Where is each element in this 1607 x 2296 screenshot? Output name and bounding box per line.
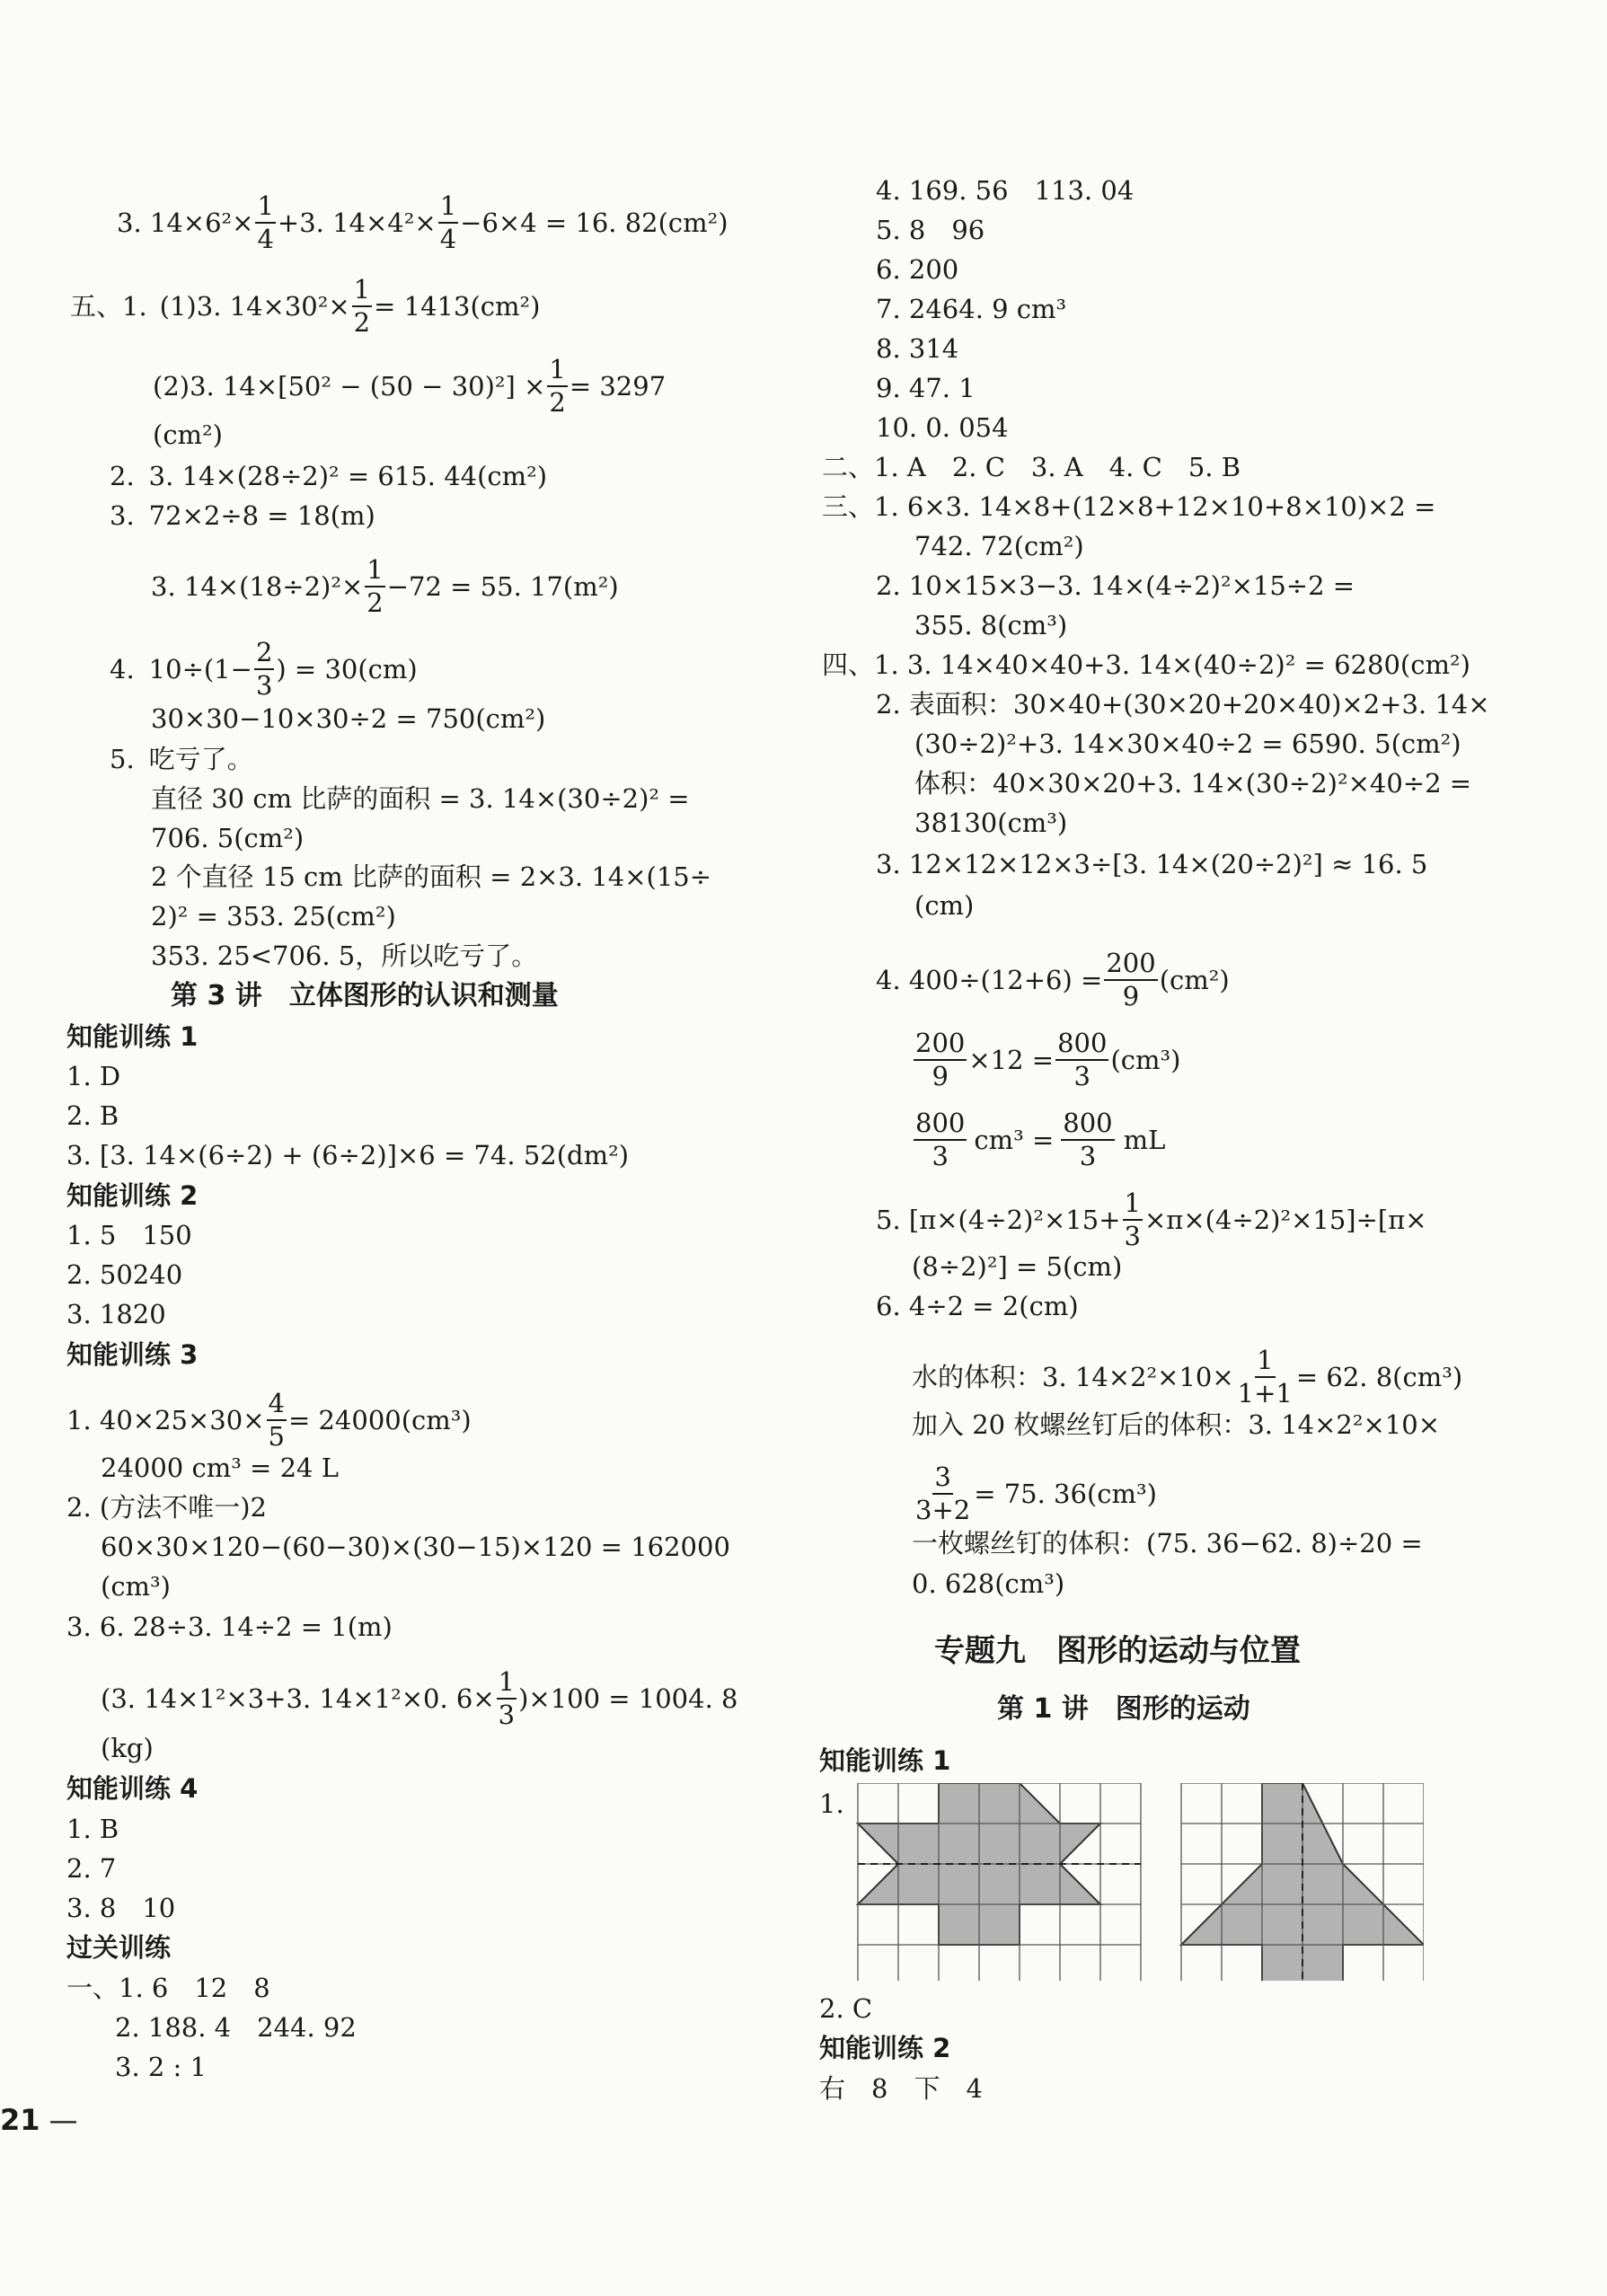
answer-line: 四、1. 3. 14×40×40+3. 14×(40÷2)² = 6280(cm²) bbox=[822, 649, 1470, 680]
answer-line: 9. 47. 1 bbox=[876, 373, 976, 403]
grid-figure-left bbox=[858, 1783, 1141, 1981]
lecture-title: 第 3 讲 立体图形的认识和测量 bbox=[171, 980, 559, 1011]
answer-line: 1. D bbox=[66, 1061, 121, 1091]
answer-line: 一、1. 6 12 8 bbox=[66, 1973, 270, 2003]
answer-line: 2. C bbox=[819, 1993, 873, 2024]
answer-line: (8÷2)²] = 5(cm) bbox=[912, 1251, 1123, 1282]
expr-text: 10÷(1− bbox=[148, 654, 252, 684]
fraction: $\frac{1}{2}$ bbox=[549, 354, 566, 418]
page-number-value: 21 bbox=[0, 2103, 40, 2137]
answer-line bbox=[151, 554, 619, 618]
answer-line: 3. 1820 bbox=[66, 1299, 166, 1329]
answer-line: 1. B bbox=[66, 1814, 119, 1844]
answer-line: 3. [3. 14×(6÷2) + (6÷2)]×6 = 74. 52(dm²) bbox=[66, 1140, 630, 1170]
answer-line: 2. 10×15×3−3. 14×(4÷2)²×15÷2 = bbox=[876, 570, 1355, 601]
expr-text: = 62. 8(cm³) bbox=[1295, 1362, 1463, 1392]
answer-line: 2. 表面积：30×40+(30×20+20×40)×2+3. 14× bbox=[876, 689, 1490, 720]
expr-text: (3. 14×1²×3+3. 14×1²×0. 6× bbox=[101, 1683, 495, 1714]
lecture-title: 第 1 讲 图形的运动 bbox=[997, 1693, 1250, 1725]
answer-line bbox=[876, 950, 1230, 1010]
answer-line: 7. 2464. 9 cm³ bbox=[876, 294, 1067, 324]
answer-line: 3. 8 10 bbox=[66, 1893, 176, 1923]
expr-text: 72×2÷8 = 18(m) bbox=[148, 500, 375, 531]
answer-line: 30×30−10×30÷2 = 750(cm²) bbox=[151, 703, 546, 734]
answer-line: 一枚螺丝钉的体积：(75. 36−62. 8)÷20 = bbox=[912, 1528, 1423, 1559]
fraction: $\frac{800}{3}$ bbox=[1057, 1028, 1108, 1091]
expr-text: ) = 30(cm) bbox=[276, 654, 418, 684]
item-number: 2. bbox=[110, 461, 135, 491]
answer-line bbox=[110, 743, 253, 775]
grid-figure-right bbox=[1181, 1783, 1424, 1981]
fraction: $\frac{4}{5}$ bbox=[268, 1388, 285, 1452]
expr-text: (2)3. 14×[50² − (50 − 30)²] × bbox=[153, 371, 546, 402]
answer-line: 60×30×120−(60−30)×(30−15)×120 = 162000 bbox=[101, 1532, 730, 1562]
expr-text: 1. 40×25×30× bbox=[66, 1405, 265, 1435]
expr-text: −6×4 = 16. 82(cm²) bbox=[460, 208, 728, 238]
answer-line: 2. 188. 4 244. 92 bbox=[115, 2012, 357, 2043]
answer-line: (cm) bbox=[914, 890, 975, 921]
expr-text: 4. 400÷(12+6) = bbox=[876, 965, 1103, 995]
section-heading: 知能训练 3 bbox=[66, 1339, 199, 1370]
section-heading: 知能训练 2 bbox=[819, 2033, 951, 2063]
answer-line: 706. 5(cm²) bbox=[151, 823, 305, 853]
answer-line: 加入 20 枚螺丝钉后的体积：3. 14×2²×10× bbox=[912, 1409, 1441, 1440]
answer-line bbox=[110, 460, 547, 492]
section-heading: 知能训练 1 bbox=[819, 1745, 951, 1776]
answer-line: 3. 12×12×12×3÷[3. 14×(20÷2)²] ≈ 16. 5 bbox=[876, 849, 1428, 879]
answer-line: (cm³) bbox=[101, 1571, 171, 1602]
expr-text: = 3297 bbox=[569, 371, 667, 402]
fraction: $\frac{200}{9}$ bbox=[915, 1028, 966, 1091]
answer-line bbox=[110, 499, 375, 532]
answer-line: 5. 8 96 bbox=[876, 215, 985, 245]
answer-line bbox=[117, 190, 728, 254]
answer-line: 1. bbox=[819, 1788, 844, 1819]
fraction: $\frac{200}{9}$ bbox=[1106, 948, 1156, 1011]
fraction: $\frac{1}{2}$ bbox=[353, 274, 371, 338]
expr-text: 水的体积：3. 14×2²×10× bbox=[912, 1362, 1234, 1392]
fraction: $\frac{1}{3}$ bbox=[1124, 1188, 1141, 1251]
answer-line: 1. 5 150 bbox=[66, 1220, 192, 1250]
answer-line bbox=[876, 1190, 1427, 1250]
fraction: $\frac{1}{3}$ bbox=[498, 1666, 516, 1730]
answer-line: 355. 8(cm³) bbox=[914, 610, 1068, 640]
fraction: $\frac{1}{1+1}$ bbox=[1237, 1345, 1293, 1409]
answer-line: 二、1. A 2. C 3. A 4. C 5. B bbox=[822, 452, 1241, 482]
expr-text: 吃亏了。 bbox=[148, 744, 253, 774]
item-number: 5. bbox=[110, 744, 135, 774]
expr-text: (cm³) bbox=[1110, 1045, 1181, 1075]
answer-line: 0. 628(cm³) bbox=[912, 1568, 1065, 1599]
expr-text: (1)3. 14×30²× bbox=[159, 291, 350, 322]
expr-text: ×12 = bbox=[968, 1045, 1055, 1075]
answer-line: 直径 30 cm 比萨的面积 = 3. 14×(30÷2)² = bbox=[151, 783, 690, 814]
expr-text: = 24000(cm³) bbox=[287, 1405, 472, 1435]
answer-line: 38130(cm³) bbox=[914, 808, 1068, 838]
expr-text: −72 = 55. 17(m²) bbox=[386, 571, 619, 602]
answer-line: 3. 2 : 1 bbox=[115, 2052, 207, 2082]
section-label: 五、1. bbox=[70, 291, 147, 322]
grid-figures bbox=[849, 1783, 1424, 1981]
section-heading: 过关训练 bbox=[66, 1932, 172, 1963]
answer-line: (30÷2)²+3. 14×30×40÷2 = 6590. 5(cm²) bbox=[914, 729, 1461, 759]
answer-line: 3. 6. 28÷3. 14÷2 = 1(m) bbox=[66, 1612, 393, 1642]
expr-text: = 75. 36(cm³) bbox=[974, 1479, 1157, 1509]
answer-line: 2. (方法不唯一)2 bbox=[66, 1492, 267, 1523]
answer-line: 8. 314 bbox=[876, 333, 959, 364]
answer-line: (kg) bbox=[101, 1733, 154, 1763]
answer-line: 2. B bbox=[66, 1100, 119, 1131]
answer-line bbox=[110, 637, 418, 701]
answer-line: 742. 72(cm²) bbox=[914, 531, 1084, 561]
answer-line: 10. 0. 054 bbox=[876, 412, 1009, 443]
answer-line: (cm²) bbox=[153, 419, 223, 450]
answer-line bbox=[101, 1666, 738, 1730]
answer-line bbox=[912, 1030, 1180, 1090]
answer-line: 右 8 下 4 bbox=[819, 2073, 983, 2104]
answer-line bbox=[912, 1461, 1157, 1525]
answer-line: 2. 50240 bbox=[66, 1259, 183, 1290]
page-number bbox=[0, 2104, 78, 2136]
answer-line: 4. 169. 56 113. 04 bbox=[876, 175, 1135, 206]
answer-line bbox=[912, 1347, 1462, 1407]
fraction: $\frac{800}{3}$ bbox=[1063, 1108, 1113, 1171]
fraction: $\frac{800}{3}$ bbox=[915, 1108, 966, 1171]
fraction: $\frac{1}{2}$ bbox=[366, 554, 384, 618]
expr-text: 3. 14×(18÷2)²× bbox=[151, 571, 364, 602]
expr-text: mL bbox=[1123, 1125, 1166, 1155]
answer-line: 353. 25<706. 5，所以吃亏了。 bbox=[151, 940, 538, 971]
answer-line: 24000 cm³ = 24 L bbox=[101, 1453, 339, 1483]
answer-line: 6. 200 bbox=[876, 254, 959, 285]
answer-line: 2. 7 bbox=[66, 1853, 117, 1884]
answer-line bbox=[153, 354, 667, 418]
fraction: $\frac{2}{3}$ bbox=[255, 637, 273, 701]
answer-line: 2 个直径 15 cm 比萨的面积 = 2×3. 14×(15÷ bbox=[151, 861, 712, 892]
answer-line: 体积：40×30×20+3. 14×(30÷2)²×40÷2 = bbox=[914, 768, 1472, 799]
expr-text: 3. 14×6²× bbox=[117, 208, 254, 238]
section-heading: 知能训练 4 bbox=[66, 1773, 199, 1804]
item-number: 3. bbox=[110, 500, 135, 531]
expr-text: (cm²) bbox=[1159, 965, 1230, 995]
expr-text: ×π×(4÷2)²×15]÷[π× bbox=[1143, 1205, 1427, 1235]
expr-text: cm³ = bbox=[974, 1125, 1055, 1155]
answer-line: 2)² = 353. 25(cm²) bbox=[151, 901, 396, 932]
fraction: $\frac{3}{3+2}$ bbox=[915, 1461, 971, 1525]
expr-text: 3. 14×(28÷2)² = 615. 44(cm²) bbox=[148, 461, 548, 491]
section-heading: 知能训练 1 bbox=[66, 1021, 199, 1052]
expr-text: 5. [π×(4÷2)²×15+ bbox=[876, 1205, 1121, 1235]
answer-line bbox=[70, 274, 541, 338]
page-number-dash: — bbox=[49, 2103, 78, 2137]
expr-text: = 1413(cm²) bbox=[374, 291, 541, 322]
fraction: $\frac{1}{4}$ bbox=[439, 190, 457, 254]
topic-title: 专题九 图形的运动与位置 bbox=[934, 1633, 1301, 1669]
answer-line bbox=[912, 1110, 1165, 1170]
answer-line: 6. 4÷2 = 2(cm) bbox=[876, 1291, 1079, 1321]
expr-text: +3. 14×4²× bbox=[277, 208, 437, 238]
answer-line: 三、1. 6×3. 14×8+(12×8+12×10+8×10)×2 = bbox=[822, 491, 1436, 522]
section-heading: 知能训练 2 bbox=[66, 1180, 199, 1211]
item-number: 4. bbox=[110, 654, 135, 684]
expr-text: )×100 = 1004. 8 bbox=[518, 1683, 738, 1714]
answer-line bbox=[66, 1388, 472, 1452]
fraction: $\frac{1}{4}$ bbox=[257, 190, 274, 254]
